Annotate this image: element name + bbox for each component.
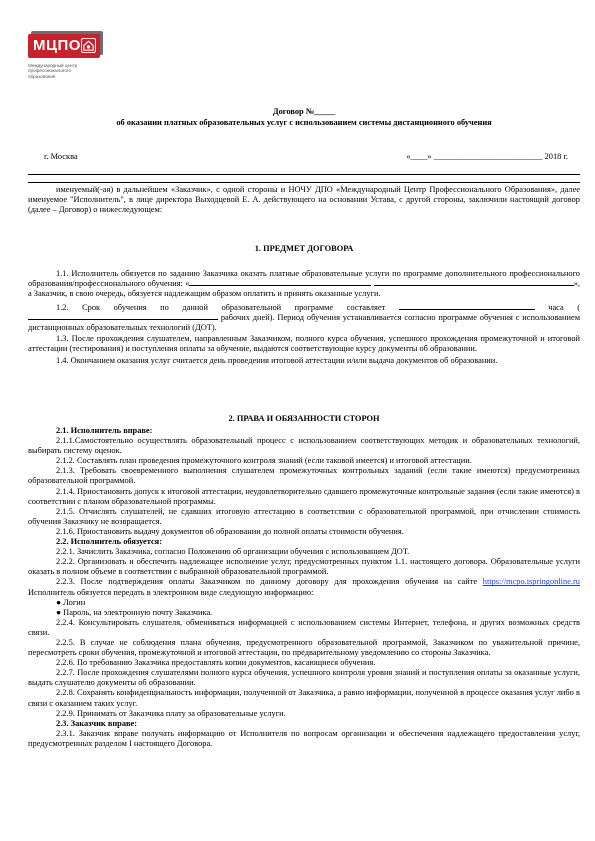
clause-1-2-hours: часа (	[548, 303, 581, 313]
program-name-blank	[189, 285, 371, 286]
clause-2-2-1: 2.2.1. Зачислить Заказчика, согласно Положению об организации обучения с использованием ДОТ.	[56, 547, 410, 557]
house-emblem-icon	[81, 38, 96, 53]
logo-badge	[28, 34, 100, 58]
clause-2-1-4: 2.1.4. Приостановить допуск к итоговой аттестации, неудовлетворительно сдавшего промежуточные контрольные задания (если такие имеются) в соответствии с планом образовательной программы.	[28, 486, 580, 506]
clause-2-1-3: 2.1.3. Требовать своевременного выполнения слушателем промежуточных контрольных заданий (если такие имеются) предусмотренных образовательной программой.	[28, 466, 580, 486]
city: г. Москва	[44, 152, 78, 161]
section-2-title: 2. ПРАВА И ОБЯЗАННОСТИ СТОРОН	[228, 414, 380, 423]
clause-2-2-7: 2.2.7. После прохождения слушателями полного курса обучения, успешного контроля уровня знаний и поступления оплаты за оказанные услуги, выдать слушателю документы об образовании.	[28, 668, 580, 688]
logo-text: МЦПО	[33, 36, 81, 54]
clause-1-4: 1.4. Окончанием оказания услуг считается день проведения итоговой аттестации и/или выдача документов об образовании.	[56, 355, 498, 365]
heading-2-2: 2.2. Исполнитель обязуется:	[56, 537, 162, 547]
bullet-item	[28, 598, 580, 608]
section-2-body	[28, 426, 580, 749]
clause-1-1-start: 1.1. Исполнитель обязуется по заданию Заказчика оказать платные образовательные услуги по программе дополнительного профессионального образования/профессионального обучения: «	[28, 269, 580, 289]
preamble	[28, 185, 580, 215]
clause-2-1-6: 2.1.6. Приостановить выдачу документов об образовании до полной оплаты стоимости обучения.	[56, 526, 404, 536]
clause-2-2-5: 2.2.5. В случае не соблюдения плана обучения, предусмотренного образовательной программой, Заказчиком по уважительной причине, пересмотреть сроки обучения, промежуточной и итоговой аттестации, по предварительному уведомлению со стороны Заказчика.	[28, 637, 580, 658]
document-number: Договор №_____	[272, 107, 336, 116]
hours-blank	[399, 309, 535, 310]
party-name-line	[28, 182, 580, 183]
clause-2-2-2: 2.2.2. Организовать и обеспечить надлежащее исполнение услуг, предусмотренных пунктом 1.1. настоящего договора. Образовательные услуги оказать в полном объеме в соответствии с выбранной образовательной программой.	[28, 557, 580, 577]
clause-2-2-8: 2.2.8. Сохранять конфиденциальность информации, полученной от Заказчика, а равно информации, полученной в процессе оказания услуг либо в связи с оказанием таких услуг.	[28, 688, 580, 708]
contract-date: «____» __________________________ 2018 г.	[406, 152, 568, 161]
party-name-line	[28, 174, 580, 175]
logo	[28, 34, 128, 79]
clause-2-2-6: 2.2.6. По требованию Заказчика предоставлять копии документов, касающиеся обучения.	[56, 658, 376, 668]
clause-2-1-2: 2.1.2. Составлять план проведения промежуточного контроля знаний (если таковой имеется) и итоговой аттестации.	[56, 456, 472, 466]
bullet-password: Пароль, на электронную почту Заказчика.	[63, 607, 213, 617]
clause-2-2-3-end: Исполнитель обязуется передать в электронном виде следующую информацию:	[28, 587, 314, 597]
clause-2-2-4: 2.2.4. Консультировать слушателя, обмениваться информацией с использованием системы Интернет, телефона, и других возможных средств связи.	[28, 617, 580, 637]
clause-2-2-9: 2.2.9. Принимать от Заказчика плату за образовательные услуги.	[56, 708, 286, 718]
bullet-dot-icon: ●	[56, 597, 62, 607]
clause-2-2-3	[28, 577, 580, 597]
heading-2-3: 2.3. Заказчик вправе:	[56, 718, 138, 728]
logo-caption: Международный центр профессионального образования	[28, 63, 78, 79]
bullet-dot-icon: ●	[56, 607, 62, 617]
clause-2-1-1: 2.1.1.Самостоятельно осуществлять образовательный процесс с использованием соответствующих методик и образовательных технологий, выбирать систему оценок.	[28, 436, 580, 456]
clause-2-3-1: 2.3.1. Заказчик вправе получать информацию от Исполнителя по вопросам организации и обеспечения надлежащего предоставления услуг, предусмотренных разделом I настоящего Договора.	[28, 728, 580, 748]
section-1-title: 1. ПРЕДМЕТ ДОГОВОРА	[254, 244, 354, 253]
clause-1-3: 1.3. После прохождения слушателем, направленным Заказчиком, полного курса обучения, успешного прохождения промежуточной и итоговой аттестации (тестирования) и поступления оплаты за обучение, выдаются соответствующие курсу документы об образовании.	[28, 333, 580, 353]
clause-2-2-3-start: 2.2.3. После подтверждения оплаты Заказчиком по данному договору для прохождения обучения на сайте	[56, 577, 478, 587]
clause-1-2-start: 1.2. Срок обучения по данной образовательной программе составляет	[56, 303, 386, 313]
clause-1-1-end: », а Заказчик, в свою очередь, обязуется надлежащим образом оплатить и принять оказанные услуги.	[28, 279, 581, 299]
program-name-blank-2	[374, 285, 574, 286]
preamble-text: именуемый(-ая) в дальнейшем «Заказчик», с одной стороны и НОЧУ ДПО «Международный Центр Профессионального Образования», далее именуемое "Исполнитель", в лице директора Выходцевой Е. А. действующего на основании Устава, с другой стороны, заключили настоящий договор (далее – Договор) о нижеследующем:	[28, 185, 580, 215]
clause-2-1-5: 2.1.5. Отчислять слушателей, не сдавших итоговую аттестацию в соответствии с образовательной программой, при отчислении стоимость обучения Заказчику не возвращается.	[28, 506, 580, 526]
ispring-site-link[interactable]: https://mcpo.ispringonline.ru	[482, 577, 580, 587]
section-1-body	[28, 269, 580, 366]
days-blank	[28, 319, 218, 320]
clause-1-2-end: рабочих дней). Период обучения устанавливается согласно программе обучения с использованием дистанционных образовательных технологий (ДОТ).	[28, 313, 581, 333]
document-title: об оказании платных образовательных услуг с использованием системы дистанционного обучения	[116, 118, 492, 127]
bullet-item	[28, 608, 580, 618]
heading-2-1: 2.1. Исполнитель вправе:	[56, 426, 153, 435]
bullet-login: Логин	[63, 597, 86, 607]
